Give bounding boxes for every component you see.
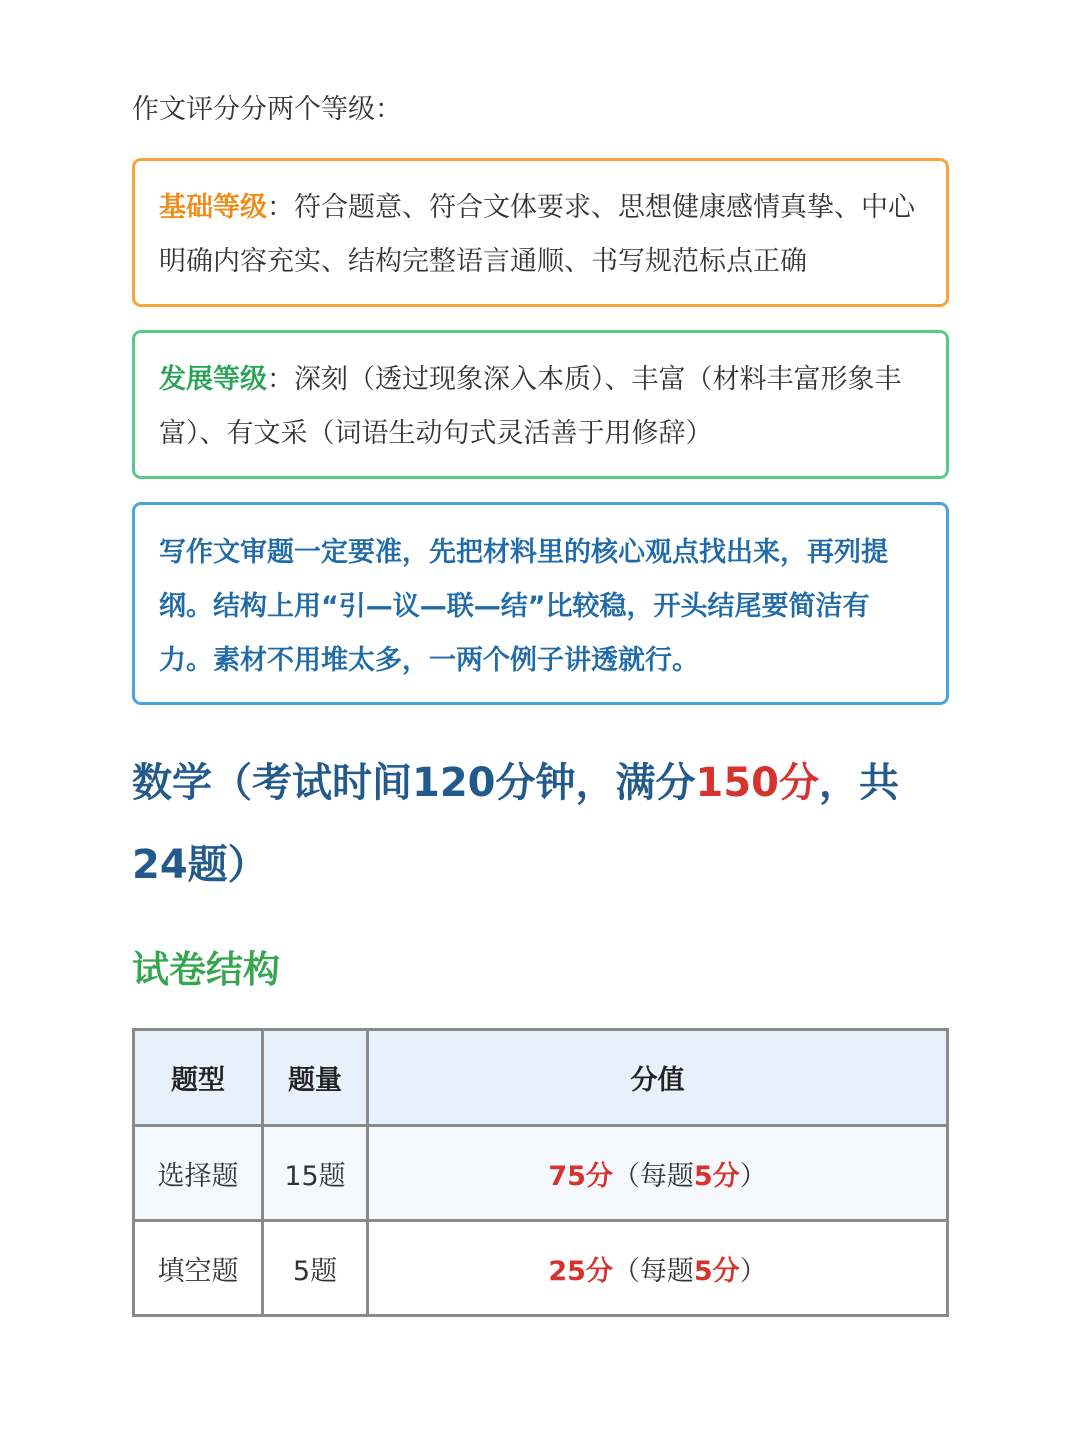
math-section-title: [132, 742, 949, 906]
table-row: [134, 1126, 948, 1221]
row-count: 5题: [263, 1221, 368, 1316]
header-count: 题量: [263, 1030, 368, 1126]
basic-level-text: 符合题意、符合文体要求、思想健康感情真挚、中心明确内容充实、结构完整语言通顺、书写规范标点正确: [159, 192, 915, 277]
math-title-after: ，共24题）: [132, 760, 899, 888]
row-score-each: 5分: [693, 1160, 740, 1192]
development-level-text: 深刻（透过现象深入本质）、丰富（材料丰富形象丰富）、有文采（词语生动句式灵活善于用修辞）: [159, 364, 902, 449]
row-score-note-after: ）: [739, 1255, 767, 1287]
row-score-total: 25分: [548, 1255, 613, 1287]
row-score: [368, 1126, 948, 1221]
writing-tip-text: 写作文审题一定要准，先把材料里的核心观点找出来，再列提纲。结构上用“引—议—联—结”比较稳，开头结尾要简洁有力。素材不用堆太多，一两个例子讲透就行。: [159, 537, 888, 676]
basic-level-label: 基础等级: [159, 192, 267, 223]
header-score: 分值: [368, 1030, 948, 1126]
development-level-box: [132, 330, 949, 479]
basic-level-box: [132, 158, 949, 307]
header-type: 题型: [134, 1030, 263, 1126]
math-full-score: 150分: [695, 760, 819, 806]
table-header-row: [134, 1030, 948, 1126]
row-score-note-before: （每题: [612, 1160, 694, 1192]
paper-structure-title: 试卷结构: [132, 948, 280, 991]
development-level-label: 发展等级: [159, 364, 267, 395]
row-type: 选择题: [134, 1126, 263, 1221]
writing-tip-box: [132, 502, 949, 705]
row-type: 填空题: [134, 1221, 263, 1316]
paper-structure-table: [132, 1028, 949, 1317]
row-score-each: 5分: [693, 1255, 740, 1287]
row-score-note-after: ）: [739, 1160, 767, 1192]
basic-level-separator: ：: [267, 192, 294, 223]
development-level-paragraph: [159, 353, 922, 461]
development-level-separator: ：: [267, 364, 294, 395]
table-row: [134, 1221, 948, 1316]
row-score-total: 75分: [548, 1160, 613, 1192]
basic-level-paragraph: [159, 181, 922, 289]
row-count: 15题: [263, 1126, 368, 1221]
essay-scoring-intro: 作文评分分两个等级：: [132, 94, 402, 125]
math-title-before: 数学（考试时间120分钟，满分: [132, 760, 696, 806]
row-score: [368, 1221, 948, 1316]
row-score-note-before: （每题: [612, 1255, 694, 1287]
